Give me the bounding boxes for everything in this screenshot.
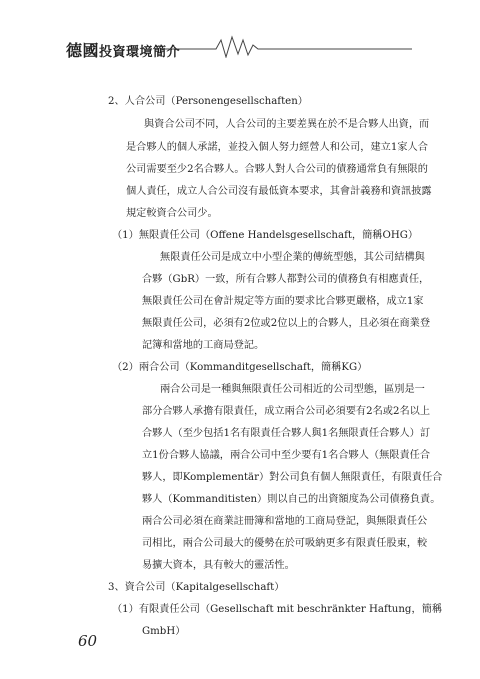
text-line: 部分合夥人承擔有限責任，成立兩合公司必須要有2名或2名以上 — [142, 406, 431, 417]
header-title-first: 德國 — [66, 41, 100, 60]
text-line: 合夥（GbR）一致，所有合夥人都對公司的債務負有相應責任， — [142, 274, 430, 285]
header-title-rest: 投資環境簡介 — [99, 45, 181, 60]
text-line: 與資合公司不同，人合公司的主要差異在於不是合夥人出資，而 — [144, 119, 430, 130]
text-line: 立1份合夥人協議，兩合公司中至少要有1名合夥人（無限責任合 — [142, 450, 431, 461]
text-line: 無限責任公司是成立中小型企業的傳統型態，其公司結構與 — [160, 252, 425, 263]
text-line: 無限責任公司在會計規定等方面的要求比合夥更嚴格，成立1家 — [142, 296, 424, 307]
text-line: 兩合公司必須在商業註冊簿和當地的工商局登記，與無限責任公 — [142, 516, 428, 527]
text-line: 兩合公司是一種與無限責任公司相近的公司型態，區別是一 — [160, 384, 425, 395]
text-line: 無限責任公司，必須有2位或2位以上的合夥人，且必須在商業登 — [142, 318, 431, 329]
text-line: 夥人（Kommanditisten）則以自己的出資額度為公司債務負責。 — [142, 494, 441, 505]
text-line: 記簿和當地的工商局登記。 — [142, 340, 265, 351]
text-line: 易擴大資本，具有較大的靈活性。 — [142, 560, 295, 571]
text-line: GmbH） — [142, 626, 186, 637]
text-line: 個人責任，成立人合公司沒有最低資本要求，其會計義務和資訊披露 — [126, 186, 432, 197]
text-line: 2、人合公司（Personengesellschaften） — [108, 96, 308, 107]
text-line: 夥人，即Komplementär）對公司負有個人無限責任，有限責任合 — [142, 472, 443, 483]
text-line: 是合夥人的個人承諾，並投入個人努力經營人和公司，建立1家人合 — [126, 142, 428, 153]
header-heartbeat-line — [66, 28, 416, 58]
text-line: 規定較資合公司少。 — [126, 208, 218, 219]
text-line: 公司需要至少2名合夥人。合夥人對人合公司的債務通常負有無限的 — [126, 164, 428, 175]
text-line: 司相比，兩合公司最大的優勢在於可吸納更多有限責任股東，較 — [142, 538, 428, 549]
text-line: 合夥人（至少包括1名有限責任合夥人與1名無限責任合夥人）訂 — [142, 428, 431, 439]
page-number: 60 — [78, 632, 98, 650]
running-header — [66, 28, 416, 58]
text-line: （1）無限責任公司（Offene Handelsgesellschaft，簡稱OHG） — [112, 230, 419, 241]
text-line: 3、資合公司（Kapitalgesellschaft） — [108, 582, 285, 593]
text-line: （2）兩合公司（Kommanditgesellschaft，簡稱KG） — [112, 362, 368, 373]
text-line: （1）有限責任公司（Gesellschaft mit beschränkter Haftung，簡稱 — [112, 604, 443, 615]
